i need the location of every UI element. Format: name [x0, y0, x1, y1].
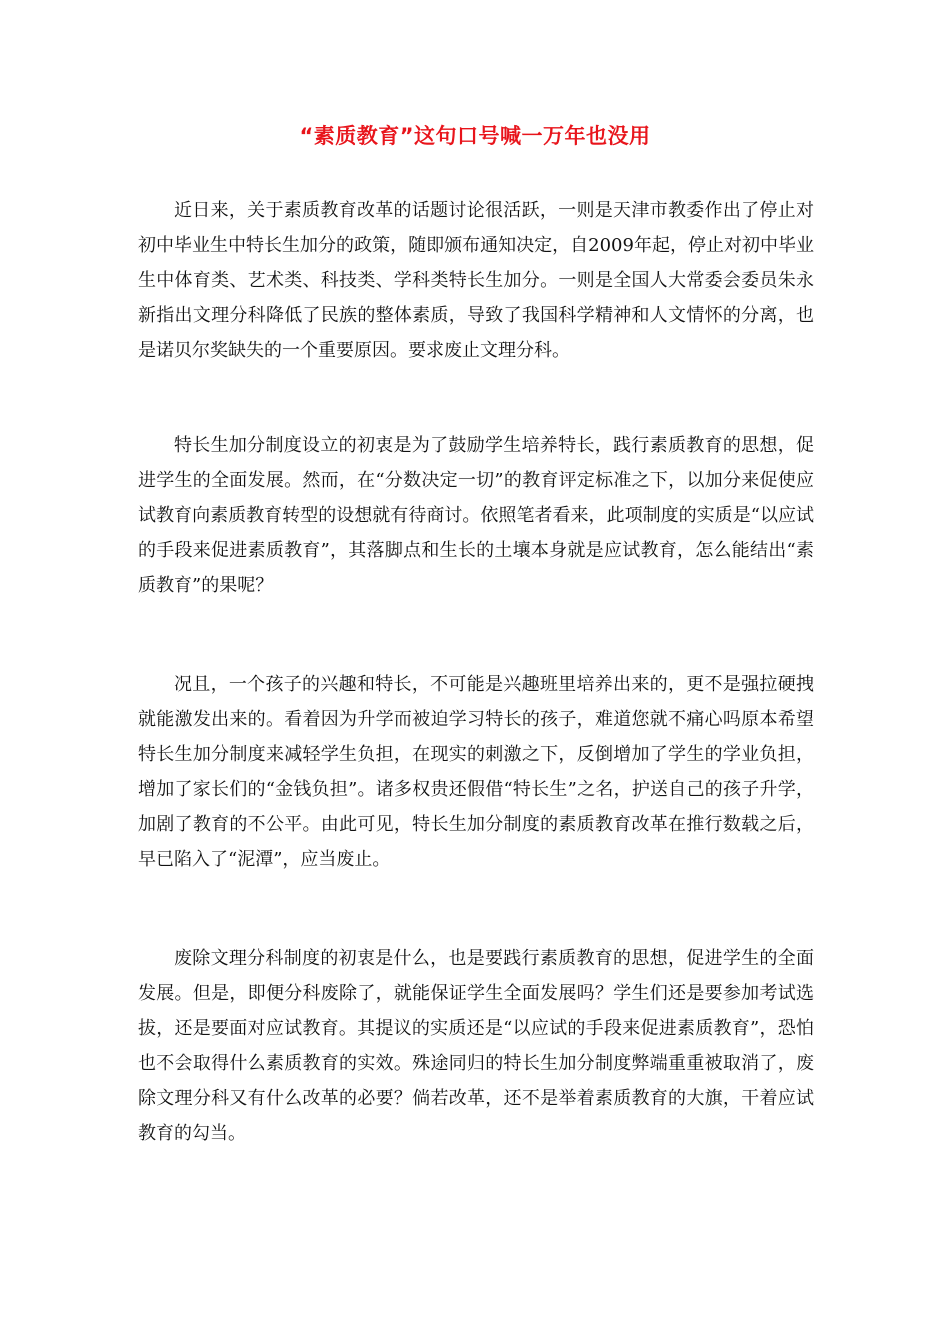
paragraph-4: 废除文理分科制度的初衷是什么，也是要践行素质教育的思想，促进学生的全面发展。但是，即便分科废除了，就能保证学生全面发展吗？学生们还是要参加考试选拔，还是要面对应试教育。其提议的实质还是“以应试的手段来促进素质教育”，恐怕也不会取得什么素质教育的实效。殊途同归的特长生加分制度弊端重重被取消了，废除文理分科又有什么改革的必要？倘若改革，还不是举着素质教育的大旗，干着应试教育的勾当。: [138, 948, 814, 1144]
paragraph-1: 近日来，关于素质教育改革的话题讨论很活跃，一则是天津市教委作出了停止对初中毕业生中特长生加分的政策，随即颁布通知决定，自2009年起，停止对初中毕业生中体育类、艺术类、科技类、学科类特长生加分。一则是全国人大常委会委员朱永新指出文理分科降低了民族的整体素质，导致了我国科学精神和人文情怀的分离，也是诺贝尔奖缺失的一个重要原因。要求废止文理分科。: [138, 200, 814, 361]
paragraph-2: 特长生加分制度设立的初衷是为了鼓励学生培养特长，践行素质教育的思想，促进学生的全面发展。然而，在“分数决定一切”的教育评定标准之下，以加分来促使应试教育向素质教育转型的设想就有待商讨。依照笔者看来，此项制度的实质是“以应试的手段来促进素质教育”，其落脚点和生长的土壤本身就是应试教育，怎么能结出“素质教育”的果呢？: [138, 435, 814, 596]
paragraph-3: 况且，一个孩子的兴趣和特长，不可能是兴趣班里培养出来的，更不是强拉硬拽就能激发出来的。看着因为升学而被迫学习特长的孩子，难道您就不痛心吗原本希望特长生加分制度来减轻学生负担，在现实的刺激之下，反倒增加了学生的学业负担，增加了家长们的“金钱负担”。诸多权贵还假借“特长生”之名，护送自己的孩子升学，加剧了教育的不公平。由此可见，特长生加分制度的素质教育改革在推行数载之后，早已陷入了“泥潭”，应当废止。: [138, 674, 814, 870]
document-title: “素质教育”这句口号喊一万年也没用: [299, 124, 651, 148]
